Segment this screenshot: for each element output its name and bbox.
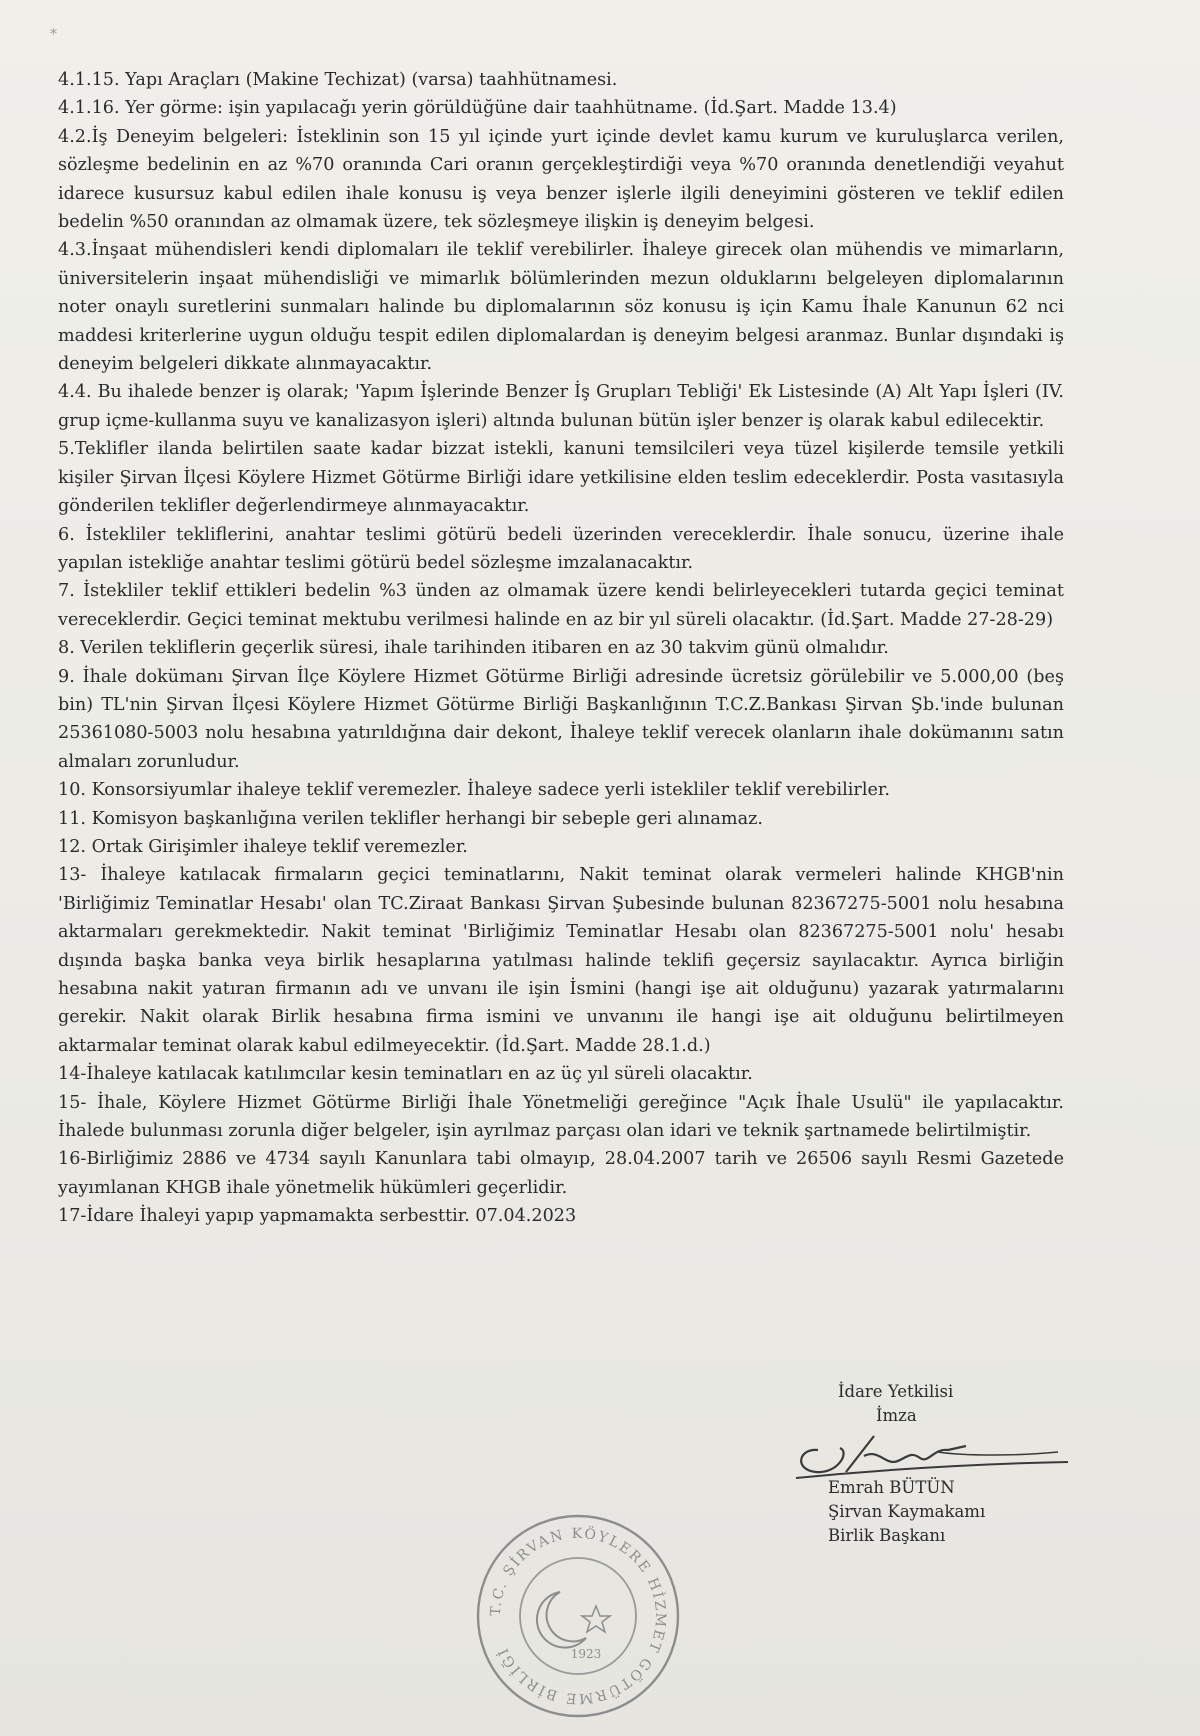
star-icon bbox=[582, 1606, 610, 1632]
item-11-komisyon: 11. Komisyon başkanlığına verilen teklifler herhangi bir sebeple geri alınamaz. bbox=[58, 808, 763, 829]
item-4-3-insaat-muhendisleri: 4.3.İnşaat mühendisleri kendi diplomaları ile teklif verebilirler. İhaleye girecek olan mühendis ve mimarların, üniversitelerin inşaat mühendisliği ve mimarlık bölümlerinden mezun olduklarını belgeleyen diplomalarının noter onaylı suretlerini sunmaları halinde bu diplomalarının söz konusu iş için Kamu İhale Kanunun 62 nci maddesi kriterlerine uygun olduğu tespit edilen diplomalardan iş deneyim belgesi aranmaz. Bunlar dışındaki iş deneyim belgeleri dikkate alınmayacaktır. bbox=[58, 240, 1064, 375]
item-15-acik-ihale: 15- İhale, Köylere Hizmet Götürme Birliği İhale Yönetmeliği gereğince "Açık İhale Usulü" ile yapılacaktır. İhalede bulunması zorunla diğer belgeler, işin ayrılmaz parçası olan idari ve teknik şartnamede belirtilmiştir. bbox=[58, 1092, 1064, 1142]
item-5-teklifler: 5.Teklifler ilanda belirtilen saate kadar bizzat istekli, kanuni temsilcileri veya tüzel kişilerde temsile yetkili kişiler Şirvan İlçesi Köylere Hizmet Götürme Birliği idare yetkilisine elden teslim edeceklerdir. Posta vasıtasıyla gönderilen teklifler değerlendirmeye alınmayacaktır. bbox=[58, 439, 1064, 517]
item-10-konsorsiyum: 10. Konsorsiyumlar ihaleye teklif veremezler. İhaleye sadece yerli istekliler teklif verebilirler. bbox=[58, 780, 890, 801]
signatory-position: Şirvan Kaymakamı bbox=[828, 1502, 986, 1521]
signature-imza-label: İmza bbox=[876, 1406, 917, 1425]
item-13-nakit-teminat: 13- İhaleye katılacak firmaların geçici teminatlarını, Nakit teminat olarak vermeleri halinde KHGB'nin 'Birliğimiz Teminatlar Hesabı' olan TC.Ziraat Bankası Şirvan Şubesinde bulunan 82367275-5001 nolu hesabına aktarmaları gerekmektedir. Nakit teminat 'Birliğimiz Teminatlar Hesabı olan 82367275-5001 nolu' hesabı dışında başka banka veya birlik hesaplarına yatılması halinde teklifi geçersiz sayılacaktır. Ayrıca birliğin hesabına nakit yatıran firmanın adı ve unvanı ile işin İsmini (hangi işe ait olduğunu) yazarak yatırmalarını gerekir. Nakit olarak Birlik hesabına firma ismini ve unvanını ile hangi işe ait olduğunu belirtilmeyen aktarmalar teminat olarak kabul edilmeyecektir. (İd.Şart. Madde 28.1.d.) bbox=[58, 865, 1064, 1056]
svg-text:T.C. ŞİRVAN KÖYLERE HİZMET GÖT bbox=[488, 1524, 668, 1706]
item-16-kanunlar: 16-Birliğimiz 2886 ve 4734 sayılı Kanunlara tabi olmayıp, 28.04.2007 tarih ve 26506 sayılı Resmi Gazetede yayımlanan KHGB ihale yönetmelik hükümleri geçerlidir. bbox=[58, 1149, 1064, 1198]
item-12-ortak-girisim: 12. Ortak Girişimler ihaleye teklif veremezler. bbox=[58, 836, 468, 857]
signature-title: İdare Yetkilisi bbox=[838, 1382, 954, 1401]
item-4-1-16: 4.1.16. Yer görme: işin yapılacağı yerin görüldüğüne dair taahhütname. (İd.Şart. Madde 13.4) bbox=[58, 98, 897, 119]
item-4-4-benzer-is: 4.4. Bu ihalede benzer iş olarak; 'Yapım İşlerinde Benzer İş Grupları Tebliği' Ek Listesinde (A) Alt Yapı İşleri (IV. grup içme-kullanma suyu ve kanalizasyon işleri) altında bulunan bütün işler benzer iş olarak kabul edilecektir. bbox=[58, 382, 1064, 431]
item-7-gecici-teminat: 7. İstekliler teklif ettikleri bedelin %3 ünden az olmamak üzere kendi belirleyecekleri tutarda geçici teminat vereceklerdir. Geçici teminat mektubu verilmesi halinde en az bir yıl süreli olacaktır. (İd.Şart. Madde 27-28-29) bbox=[58, 581, 1064, 630]
item-9-ihale-dokumani: 9. İhale dokümanı Şirvan İlçe Köylere Hizmet Götürme Birliği adresinde ücretsiz görülebilir ve 5.000,00 (beş bin) TL'nin Şirvan İlçesi Köylere Hizmet Götürme Birliği Başkanlığının T.C.Z.Bankası Şirvan Şb.'inde bulunan 25361080-5003 nolu hesabına yatırıldığına dair dekont, İhaleye teklif verecek olanların ihale dokümanını satın almaları zorunludur. bbox=[58, 666, 1064, 772]
item-14-kesin-teminat: 14-İhaleye katılacak katılımcılar kesin teminatları en az üç yıl süreli olacaktır. bbox=[58, 1064, 753, 1085]
item-4-1-15: 4.1.15. Yapı Araçları (Makine Techizat) (varsa) taahhütnamesi. bbox=[58, 70, 618, 90]
document-body bbox=[58, 66, 1064, 1231]
stamp-year: 1923 bbox=[570, 1647, 602, 1661]
crescent-icon bbox=[537, 1592, 586, 1648]
signatory-role: Birlik Başkanı bbox=[828, 1526, 946, 1545]
official-seal-stamp bbox=[468, 1506, 688, 1726]
signatory-name: Emrah BÜTÜN bbox=[828, 1478, 955, 1497]
item-8-gecerlik-suresi: 8. Verilen tekliflerin geçerlik süresi, ihale tarihinden itibaren en az 30 takvim günü olmalıdır. bbox=[58, 638, 889, 659]
corner-mark: ⁎ bbox=[50, 22, 57, 38]
signature-block bbox=[828, 1380, 1088, 1548]
item-6-anahtar-teslimi: 6. İstekliler tekliflerini, anahtar teslimi götürü bedeli üzerinden vereceklerdir. İhale sonucu, üzerine ihale yapılan istekliğe anahtar teslimi götürü bedel sözleşme imzalanacaktır. bbox=[58, 524, 1064, 573]
item-17-idare: 17-İdare İhaleyi yapıp yapmamakta serbesttir. 07.04.2023 bbox=[58, 1206, 577, 1227]
item-4-2-is-deneyim: 4.2.İş Deneyim belgeleri: İsteklinin son 15 yıl içinde yurt içinde devlet kamu kurum ve kuruluşlarca verilen, sözleşme bedelinin en az %70 oranında Cari oranın gerçekleştirdiği veya %70 oranında denetlendiği veyahut idarece kusursuz kabul edilen ihale konusu iş veya benzer işlerle ilgili deneyimini gösteren ve teklif edilen bedelin %50 oranından az olmamak üzere, tek sözleşmeye ilişkin iş deneyim belgesi. bbox=[58, 126, 1064, 233]
stamp-text: T.C. ŞİRVAN KÖYLERE HİZMET GÖTÜRME BİRLİĞİ bbox=[487, 1525, 669, 1707]
